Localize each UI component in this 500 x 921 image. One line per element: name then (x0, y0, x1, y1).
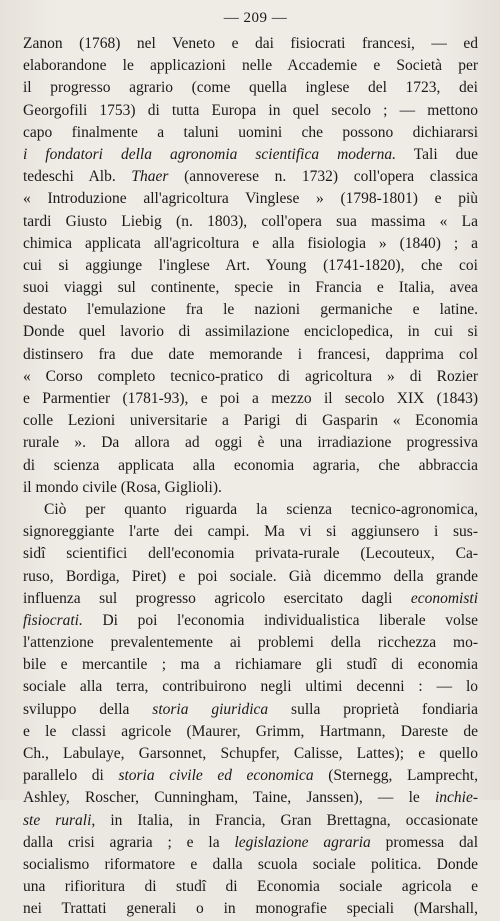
page-number: — 209 — (223, 10, 288, 26)
italic-text: inchie- (434, 789, 478, 807)
text-run: nei Trattati generali o in monografie speciali (Marshall, (23, 900, 478, 918)
text-line (23, 166, 478, 188)
text-line (23, 610, 478, 632)
text-line (23, 144, 478, 166)
italic-text: ste rurali, (23, 811, 96, 829)
text-line (23, 432, 478, 454)
text-line (23, 721, 478, 743)
text-line (23, 299, 478, 321)
paragraph (23, 499, 478, 921)
text-run: tardi Giusto Liebig (n. 1803), coll'opera sua massima « La (23, 212, 478, 230)
text-line (23, 188, 478, 210)
text-run: socialismo riformatore e dalla scuola sociale politica. Donde (23, 855, 478, 873)
text-line (23, 765, 478, 787)
text-run: Zanon (1768) nel Veneto e dai fisiocrati francesi, — ed (23, 35, 478, 52)
text-line (23, 832, 478, 854)
text-run: destato l'emulazione fra le nazioni germaniche e latine. (23, 301, 478, 319)
text-run: (Sternegg, Lamprecht, (313, 767, 478, 785)
text-run: una rifioritura di studî di Economia sociale agricola e (23, 878, 478, 896)
text-run: influenza sul progresso agricolo esercitato dagli (23, 589, 411, 607)
text-run: « Introduzione all'agricoltura Vinglese » (1798-1801) e più (23, 190, 478, 208)
paragraph (23, 33, 478, 499)
text-run: e le classi agricole (Maurer, Grimm, Hartmann, Dareste de (23, 722, 478, 740)
text-line (23, 455, 478, 477)
text-run: promessa dal (370, 833, 478, 851)
text-line (23, 521, 478, 543)
text-run: parallelo di (23, 767, 119, 785)
text-run: Donde quel lavorio di assimilazione enciclopedica, in cui si (23, 323, 478, 341)
text-line (23, 277, 478, 299)
italic-text: legislazione agraria (234, 833, 371, 851)
text-run: (annoverese n. 1732) coll'opera classica (168, 168, 478, 186)
text-line (23, 810, 478, 832)
text-run: sulla proprietà fondiaria (268, 700, 478, 718)
text-run: sociale alla terra, contribuirono negli ultimi decenni : — lo (23, 678, 478, 696)
text-run: Tali due (396, 145, 478, 163)
text-line (23, 898, 478, 920)
text-line (23, 122, 478, 144)
text-run: « Corso completo tecnico-pratico di agricoltura » di Rozier (23, 367, 478, 385)
text-line (23, 477, 478, 499)
text-run: l'attenzione prevalentemente ai problemi della ricchezza mo- (23, 634, 478, 652)
italic-text: fisiocrati. (23, 611, 83, 629)
text-run: distinsero fra due date memorande i francesi, dapprima col (23, 345, 478, 363)
text-line (23, 233, 478, 255)
text-line (23, 33, 478, 55)
italic-text: storia civile ed economica (118, 767, 314, 785)
text-line (23, 676, 478, 698)
text-run: e Parmentier (1781-93), e poi a mezzo il secolo XIX (1843) (23, 390, 478, 407)
text-run: sviluppo della (23, 700, 153, 718)
text-run: bile e mercantile ; ma a richiamare gli studî di economia (23, 656, 478, 674)
text-run: Ch., Labulaye, Garsonnet, Schupfer, Calisse, Lattes); e quello (23, 745, 478, 762)
text-line (23, 410, 478, 432)
text-run: il progresso agrario (come quella inglese del 1723, dei (23, 79, 478, 97)
text-line (23, 55, 478, 77)
text-line (23, 654, 478, 676)
italic-text: i fondatori della agronomia scientifica moderna. (23, 145, 397, 163)
text-line (23, 588, 478, 610)
text-run: Ciò per quanto riguarda la scienza tecnico-agronomica, (44, 500, 478, 518)
text-body (23, 33, 478, 921)
text-line (23, 344, 478, 366)
text-run: rurale ». Da allora ad oggi è una irradiazione progressiva (23, 434, 478, 452)
text-run: cui si aggiunge l'inglese Art. Young (1741-1820), che coi (23, 256, 478, 274)
text-line (23, 255, 478, 277)
text-run: ruso, Bordiga, Piret) e poi sociale. Già dicemmo della grande (23, 567, 478, 585)
text-run: colle Lezioni universitarie a Parigi di Gasparin « Economia (23, 412, 478, 430)
text-run: il mondo civile (Rosa, Giglioli). (23, 478, 222, 496)
text-line (23, 211, 478, 233)
text-run: dalla crisi agraria ; e la (23, 833, 235, 851)
text-run: signoreggiante l'arte dei campi. Ma vi si aggiunsero i sus- (23, 523, 478, 541)
text-line (23, 787, 478, 809)
italic-text: economisti (410, 589, 478, 607)
text-run: elaborandone le applicazioni nelle Accademie e Società per (23, 57, 478, 75)
italic-text: Thaer (131, 168, 169, 186)
text-line (23, 543, 478, 565)
text-line (23, 77, 478, 99)
text-line (23, 499, 478, 521)
text-run: Ashley, Roscher, Cunningham, Taine, Janssen), — le (23, 789, 435, 807)
text-line (23, 100, 478, 122)
text-run: sidî scientifici dell'economia privata-rurale (Lecouteux, Ca- (23, 545, 478, 563)
text-line (23, 388, 478, 410)
text-line (23, 566, 478, 588)
text-line (23, 366, 478, 388)
text-line (23, 321, 478, 343)
text-line (23, 632, 478, 654)
text-run: Di poi l'economia individualistica liberale volse (82, 611, 478, 629)
text-run: tedeschi Alb. (23, 168, 132, 186)
text-line (23, 699, 478, 721)
text-run: capo finalmente a taluni uomini che possono dichiararsi (23, 123, 478, 141)
text-run: chimica applicata all'agricoltura e alla fisiologia » (1840) ; a (23, 234, 478, 252)
text-run: di scienza applicata alla economia agraria, che abbraccia (23, 456, 478, 474)
text-run: Georgofili 1753) di tutta Europa in quel secolo ; — mettono (23, 101, 478, 119)
text-line (23, 743, 478, 765)
text-line (23, 876, 478, 898)
italic-text: storia giuridica (152, 700, 269, 718)
text-line (23, 854, 478, 876)
text-run: suoi viaggi sul continente, specie in Francia e Italia, avea (23, 279, 478, 297)
text-run: in Italia, in Francia, Gran Brettagna, occasionate (95, 811, 478, 829)
